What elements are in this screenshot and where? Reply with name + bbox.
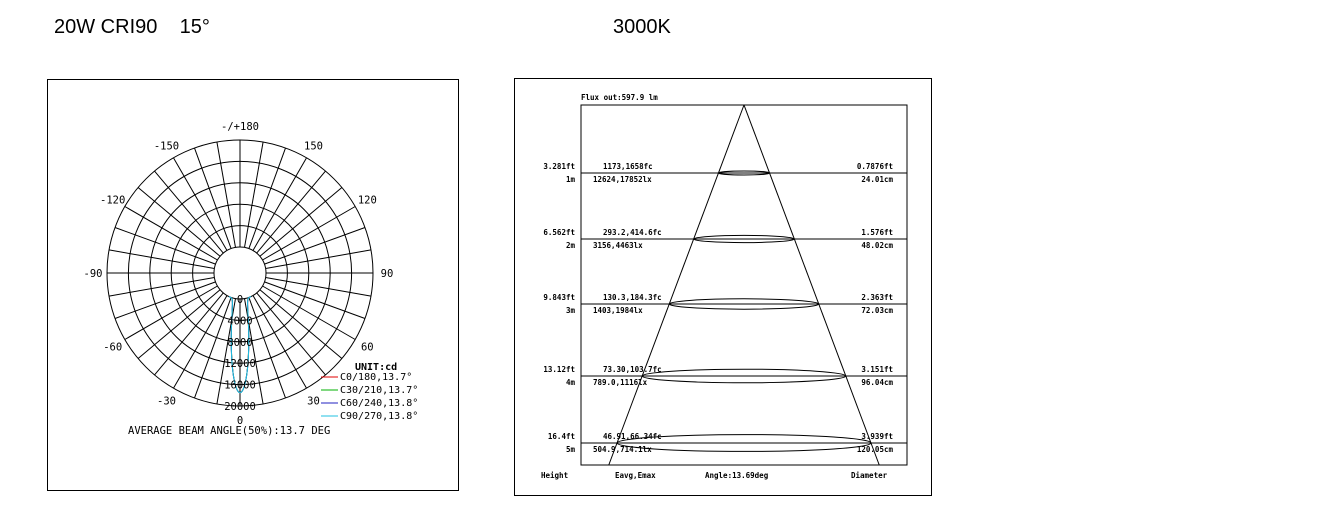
color-temperature-title: 3000K <box>613 16 671 38</box>
polar-legend <box>321 372 418 422</box>
row-height-ft: 16.4ft <box>547 432 575 441</box>
polar-ring <box>214 247 266 299</box>
polar-spoke <box>264 228 365 265</box>
row-illuminance-fc: 73.30,103.7fc <box>603 365 662 374</box>
legend-entry: C0/180,13.7° <box>340 372 413 383</box>
row-height-m: 2m <box>565 241 575 250</box>
row-diameter-cm: 72.03cm <box>861 306 893 315</box>
polar-spoke <box>264 282 365 319</box>
row-illuminance-lx: 504.9,714.1lx <box>593 445 652 454</box>
cone-chart-svg <box>515 79 931 495</box>
polar-spoke <box>138 188 220 257</box>
polar-spoke <box>249 148 286 249</box>
polar-spoke <box>155 293 224 375</box>
angle-label: -90 <box>83 268 103 280</box>
polar-spoke <box>266 278 371 297</box>
polar-spoke <box>155 171 224 253</box>
polar-spoke <box>138 290 220 359</box>
legend-entry: C90/270,13.8° <box>340 411 419 422</box>
row-height-m: 3m <box>565 306 575 315</box>
row-illuminance-lx: 3156,4463lx <box>593 241 643 250</box>
polar-chart-svg <box>48 80 458 490</box>
radial-tick-label: 4000 <box>227 315 253 328</box>
footer-diameter: Diameter <box>851 471 888 480</box>
cone-edge-right <box>744 105 879 465</box>
cone-edge-left <box>609 105 744 465</box>
row-illuminance-fc: 130.3,184.3fc <box>603 293 662 302</box>
row-height-m: 5m <box>565 445 575 454</box>
angle-label: 150 <box>304 140 323 153</box>
row-illuminance-fc: 293.2,414.6fc <box>603 228 662 237</box>
row-diameter-cm: 120.05cm <box>856 445 893 454</box>
polar-intensity-chart <box>47 79 459 491</box>
row-height-ft: 6.562ft <box>543 228 575 237</box>
row-diameter-cm: 24.01cm <box>861 175 893 184</box>
radial-tick-label: 12000 <box>224 358 256 371</box>
unit-label: UNIT:cd <box>355 362 398 373</box>
cone-body <box>609 105 879 465</box>
row-height-m: 4m <box>565 378 575 387</box>
angle-label: -30 <box>157 395 176 408</box>
polar-spoke <box>260 188 342 257</box>
row-illuminance-fc: 1173,1658fc <box>603 162 653 171</box>
row-illuminance-lx: 1403,1984lx <box>593 306 643 315</box>
flux-out-label: Flux out:597.9 lm <box>581 93 658 102</box>
polar-spoke <box>266 250 371 269</box>
angle-label: -150 <box>153 140 180 153</box>
radial-tick-label: 0 <box>236 294 244 306</box>
cone-rows <box>543 162 907 454</box>
row-height-ft: 3.281ft <box>543 162 575 171</box>
row-illuminance-lx: 12624,17852lx <box>593 175 652 184</box>
angle-label: -120 <box>100 194 126 207</box>
polar-spoke <box>115 282 216 319</box>
polar-spoke <box>257 293 326 375</box>
polar-spoke <box>115 228 216 265</box>
footer-angle: Angle:13.69deg <box>705 471 769 480</box>
angle-label: 60 <box>360 341 374 354</box>
radial-tick-label: 16000 <box>224 379 256 392</box>
row-diameter-cm: 48.02cm <box>861 241 893 250</box>
row-diameter-ft: 3.151ft <box>861 365 893 374</box>
polar-spoke <box>245 142 264 247</box>
row-illuminance-lx: 789.0,1116lx <box>593 378 648 387</box>
angle-label: 120 <box>357 194 377 207</box>
angle-label: -60 <box>103 341 123 354</box>
footer-illuminance: Eavg,Emax <box>615 471 656 480</box>
polar-spoke <box>109 250 214 269</box>
legend-entry: C60/240,13.8° <box>340 398 419 409</box>
row-diameter-ft: 1.576ft <box>861 228 893 237</box>
row-illuminance-fc: 46.91,66.34fc <box>603 432 662 441</box>
polar-spoke <box>257 171 326 253</box>
product-spec-title: 20W CRI90 15° <box>54 16 210 38</box>
row-diameter-cm: 96.04cm <box>861 378 893 387</box>
row-height-ft: 9.843ft <box>543 293 575 302</box>
footer-height: Height <box>541 471 569 480</box>
polar-spoke <box>195 148 232 249</box>
radial-tick-label: 8000 <box>227 336 253 349</box>
angle-label: -/+180 <box>221 121 259 133</box>
beam-angle-footer: AVERAGE BEAM ANGLE(50%):13.7 DEG <box>128 425 331 437</box>
cone-frame <box>581 105 907 465</box>
row-diameter-ft: 2.363ft <box>861 293 893 302</box>
radial-tick-label: 20000 <box>224 401 256 413</box>
row-height-ft: 13.12ft <box>543 365 575 374</box>
cone-illuminance-chart <box>514 78 932 496</box>
row-diameter-ft: 3.939ft <box>861 432 893 441</box>
angle-label: 0 <box>236 415 244 427</box>
polar-spoke <box>217 142 236 247</box>
legend-entry: C30/210,13.7° <box>340 385 419 396</box>
polar-spoke <box>260 290 342 359</box>
angle-label: 30 <box>307 395 320 408</box>
row-diameter-ft: 0.7876ft <box>856 162 893 171</box>
polar-spoke <box>109 278 214 297</box>
angle-label: 90 <box>380 268 394 280</box>
row-height-m: 1m <box>565 175 575 184</box>
